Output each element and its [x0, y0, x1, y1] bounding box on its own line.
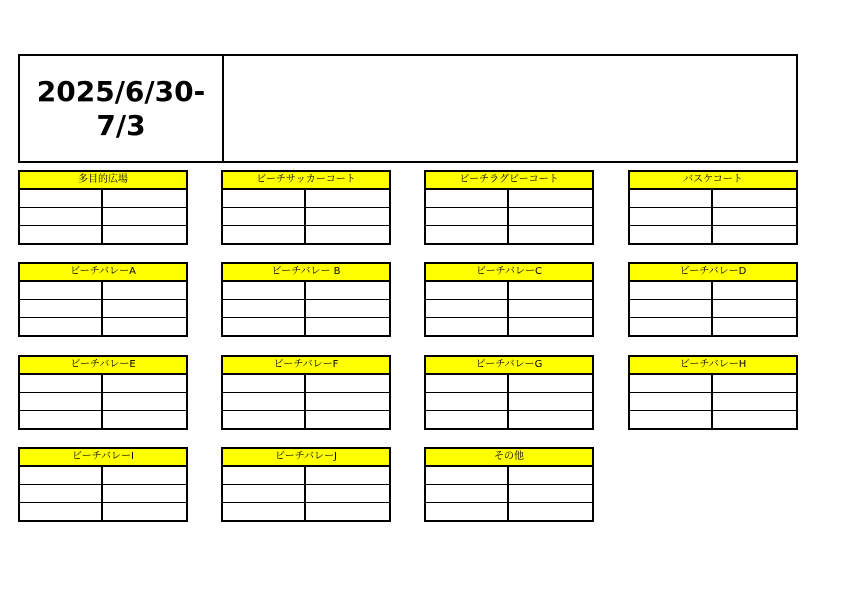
- venue-block-beach-volley-b: [221, 262, 391, 337]
- table-cell[interactable]: [426, 190, 509, 208]
- venue-title: ビーチラグビーコート: [426, 172, 592, 190]
- venue-block-beach-volley-e: [18, 355, 188, 430]
- table-cell[interactable]: [103, 226, 186, 243]
- table-cell[interactable]: [713, 411, 796, 428]
- venue-title: ビーチバレーI: [20, 449, 186, 467]
- venue-block-beach-volley-c: [424, 262, 594, 337]
- table-cell[interactable]: [630, 318, 713, 335]
- table-cell[interactable]: [713, 318, 796, 335]
- table-cell[interactable]: [223, 318, 306, 335]
- table-cell[interactable]: [630, 300, 713, 318]
- venue-title: ビーチバレーF: [223, 357, 389, 375]
- venue-title: ビーチサッカーコート: [223, 172, 389, 190]
- table-cell[interactable]: [306, 190, 389, 208]
- table-cell[interactable]: [103, 300, 186, 318]
- table-cell[interactable]: [306, 226, 389, 243]
- table-cell[interactable]: [713, 393, 796, 411]
- table-cell[interactable]: [306, 393, 389, 411]
- table-cell[interactable]: [223, 375, 306, 393]
- table-cell[interactable]: [20, 411, 103, 428]
- table-cell[interactable]: [426, 208, 509, 226]
- table-cell[interactable]: [426, 503, 509, 520]
- table-cell[interactable]: [20, 467, 103, 485]
- venue-block-beach-volley-a: [18, 262, 188, 337]
- table-cell[interactable]: [223, 393, 306, 411]
- table-cell[interactable]: [509, 411, 592, 428]
- table-cell[interactable]: [103, 208, 186, 226]
- table-cell[interactable]: [509, 300, 592, 318]
- table-cell[interactable]: [630, 190, 713, 208]
- venue-block-beach-volley-g: [424, 355, 594, 430]
- table-cell[interactable]: [223, 226, 306, 243]
- table-cell[interactable]: [20, 190, 103, 208]
- table-cell[interactable]: [509, 393, 592, 411]
- venue-title: ビーチバレーD: [630, 264, 796, 282]
- table-cell[interactable]: [103, 190, 186, 208]
- table-cell[interactable]: [509, 503, 592, 520]
- table-cell[interactable]: [20, 485, 103, 503]
- table-cell[interactable]: [426, 375, 509, 393]
- table-cell[interactable]: [223, 411, 306, 428]
- table-cell[interactable]: [713, 190, 796, 208]
- table-cell[interactable]: [103, 485, 186, 503]
- table-cell[interactable]: [20, 300, 103, 318]
- table-cell[interactable]: [20, 208, 103, 226]
- table-cell[interactable]: [426, 411, 509, 428]
- table-cell[interactable]: [306, 411, 389, 428]
- table-cell[interactable]: [223, 485, 306, 503]
- venue-title: ビーチバレー B: [223, 264, 389, 282]
- venue-block-multipurpose-plaza: [18, 170, 188, 245]
- table-cell[interactable]: [630, 208, 713, 226]
- venue-title: ビーチバレーE: [20, 357, 186, 375]
- table-cell[interactable]: [630, 282, 713, 300]
- table-cell[interactable]: [20, 375, 103, 393]
- table-cell[interactable]: [306, 503, 389, 520]
- table-cell[interactable]: [713, 226, 796, 243]
- venue-block-beach-volley-i: [18, 447, 188, 522]
- table-cell[interactable]: [306, 467, 389, 485]
- table-cell[interactable]: [103, 375, 186, 393]
- table-cell[interactable]: [103, 282, 186, 300]
- table-cell[interactable]: [306, 485, 389, 503]
- table-cell[interactable]: [630, 393, 713, 411]
- table-cell[interactable]: [306, 208, 389, 226]
- table-cell[interactable]: [509, 318, 592, 335]
- table-cell[interactable]: [426, 300, 509, 318]
- table-cell[interactable]: [306, 282, 389, 300]
- date-range: 2025/6/30- 7/3: [20, 56, 224, 161]
- schedule-header: [18, 54, 798, 163]
- venue-title: ビーチバレーA: [20, 264, 186, 282]
- table-cell[interactable]: [426, 485, 509, 503]
- venue-block-beach-volley-f: [221, 355, 391, 430]
- table-cell[interactable]: [223, 282, 306, 300]
- table-cell[interactable]: [103, 411, 186, 428]
- table-cell[interactable]: [713, 375, 796, 393]
- table-cell[interactable]: [509, 208, 592, 226]
- table-cell[interactable]: [223, 208, 306, 226]
- venue-block-beach-volley-d: [628, 262, 798, 337]
- table-cell[interactable]: [509, 282, 592, 300]
- venue-title: バスケコート: [630, 172, 796, 190]
- table-cell[interactable]: [509, 190, 592, 208]
- venue-title: 多目的広場: [20, 172, 186, 190]
- table-cell[interactable]: [20, 318, 103, 335]
- table-cell[interactable]: [426, 467, 509, 485]
- table-cell[interactable]: [223, 190, 306, 208]
- table-cell[interactable]: [20, 503, 103, 520]
- table-cell[interactable]: [426, 393, 509, 411]
- table-cell[interactable]: [509, 375, 592, 393]
- venue-block-beach-volley-h: [628, 355, 798, 430]
- table-cell[interactable]: [223, 503, 306, 520]
- table-cell[interactable]: [630, 375, 713, 393]
- venue-block-beach-soccer: [221, 170, 391, 245]
- table-cell[interactable]: [630, 226, 713, 243]
- table-cell[interactable]: [20, 282, 103, 300]
- table-cell[interactable]: [509, 226, 592, 243]
- table-cell[interactable]: [306, 318, 389, 335]
- table-cell[interactable]: [426, 318, 509, 335]
- table-cell[interactable]: [713, 300, 796, 318]
- table-cell[interactable]: [630, 411, 713, 428]
- table-cell[interactable]: [103, 393, 186, 411]
- venue-title: ビーチバレーJ: [223, 449, 389, 467]
- table-cell[interactable]: [103, 318, 186, 335]
- table-cell[interactable]: [713, 208, 796, 226]
- venue-block-other: [424, 447, 594, 522]
- venue-block-beach-volley-j: [221, 447, 391, 522]
- table-cell[interactable]: [20, 226, 103, 243]
- table-cell[interactable]: [509, 467, 592, 485]
- venue-title: その他: [426, 449, 592, 467]
- table-cell[interactable]: [20, 393, 103, 411]
- venue-title: ビーチバレーH: [630, 357, 796, 375]
- table-cell[interactable]: [713, 282, 796, 300]
- venue-title: ビーチバレーC: [426, 264, 592, 282]
- table-cell[interactable]: [103, 503, 186, 520]
- table-cell[interactable]: [223, 300, 306, 318]
- table-cell[interactable]: [223, 467, 306, 485]
- venue-title: ビーチバレーG: [426, 357, 592, 375]
- table-cell[interactable]: [306, 375, 389, 393]
- table-cell[interactable]: [426, 282, 509, 300]
- table-cell[interactable]: [426, 226, 509, 243]
- header-note-cell[interactable]: [224, 56, 796, 161]
- venue-block-beach-rugby: [424, 170, 594, 245]
- table-cell[interactable]: [306, 300, 389, 318]
- table-cell[interactable]: [509, 485, 592, 503]
- venue-block-basketball: [628, 170, 798, 245]
- table-cell[interactable]: [103, 467, 186, 485]
